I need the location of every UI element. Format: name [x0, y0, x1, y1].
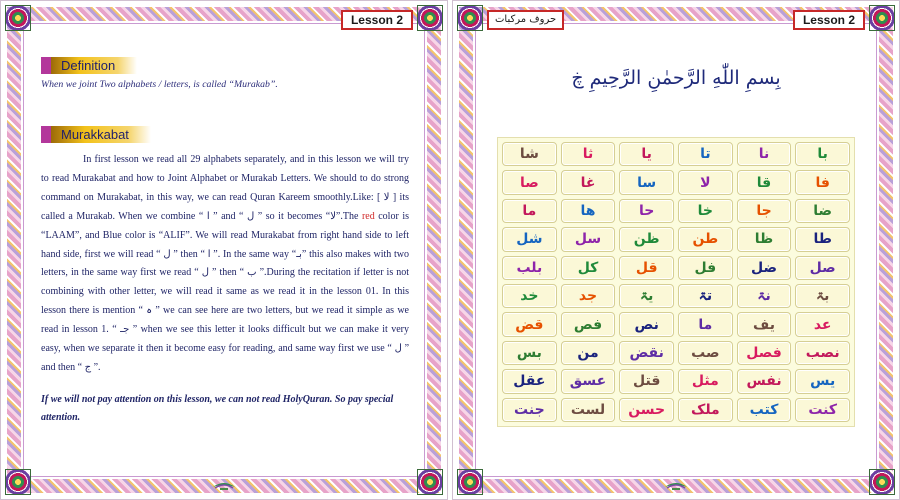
- letter-cell: نا: [737, 142, 792, 166]
- corner-ornament-icon: [869, 5, 895, 31]
- letter-cell: کل: [561, 256, 616, 280]
- letter-cell: بس: [502, 341, 557, 365]
- letter-cell: نصب: [795, 341, 850, 365]
- letter-cell: یۃ: [619, 284, 674, 308]
- murakkabat-grid: [497, 137, 855, 427]
- letter-cell: نقض: [619, 341, 674, 365]
- definition-heading: Definition: [41, 57, 137, 74]
- letter-cell: قا: [737, 170, 792, 194]
- letter-cell: جا: [737, 199, 792, 223]
- letter-cell: صب: [678, 341, 733, 365]
- letter-cell: لست: [561, 398, 616, 422]
- letter-cell: قل: [619, 256, 674, 280]
- letter-cell: لا: [678, 170, 733, 194]
- letter-cell: فص: [561, 312, 616, 336]
- letter-cell: حا: [619, 199, 674, 223]
- letter-cell: جد: [561, 284, 616, 308]
- letter-cell: خا: [678, 199, 733, 223]
- book-ornament-icon: [663, 477, 689, 491]
- lesson-badge: Lesson 2: [341, 10, 413, 30]
- letter-cell: یف: [737, 312, 792, 336]
- letter-cell: قتل: [619, 369, 674, 393]
- letter-cell: قض: [502, 312, 557, 336]
- letter-cell: شا: [502, 142, 557, 166]
- letter-cell: عد: [795, 312, 850, 336]
- letter-cell: غا: [561, 170, 616, 194]
- letter-cell: حسن: [619, 398, 674, 422]
- letter-cell: جنت: [502, 398, 557, 422]
- letter-cell: تا: [678, 142, 733, 166]
- letter-cell: يا: [619, 142, 674, 166]
- letter-cell: شل: [502, 227, 557, 251]
- letter-cell: ما: [502, 199, 557, 223]
- letter-cell: بلب: [502, 256, 557, 280]
- letter-cell: کتب: [737, 398, 792, 422]
- red-word: red: [361, 210, 375, 222]
- corner-ornament-icon: [457, 5, 483, 31]
- letter-cell: با: [795, 142, 850, 166]
- letter-cell: ظن: [619, 227, 674, 251]
- letter-cell: ضا: [795, 199, 850, 223]
- letter-cell: نص: [619, 312, 674, 336]
- letter-cell: نفس: [737, 369, 792, 393]
- corner-ornament-icon: [417, 5, 443, 31]
- corner-ornament-icon: [869, 469, 895, 495]
- letter-cell: ظا: [737, 227, 792, 251]
- definition-text: When we joint Two alphabets / letters, is called “Murakab”.: [41, 79, 278, 90]
- letter-cell: مثل: [678, 369, 733, 393]
- letter-cell: کنت: [795, 398, 850, 422]
- closing-note: If we will not pay attention on this lesson, we can not read HolyQuran. So pay special attention.: [41, 393, 394, 423]
- left-page: [0, 0, 448, 500]
- lesson-badge: Lesson 2: [793, 10, 865, 30]
- letter-cell: من: [561, 341, 616, 365]
- letter-cell: خد: [502, 284, 557, 308]
- letter-cell: طا: [795, 227, 850, 251]
- letter-cell: فا: [795, 170, 850, 194]
- letter-cell: ملک: [678, 398, 733, 422]
- letter-cell: ها: [561, 199, 616, 223]
- letter-cell: فصل: [737, 341, 792, 365]
- letter-cell: ضل: [737, 256, 792, 280]
- letter-cell: نۃ: [737, 284, 792, 308]
- letter-cell: صل: [795, 256, 850, 280]
- letter-cell: عسق: [561, 369, 616, 393]
- murakkabat-heading: Murakkabat: [41, 126, 151, 143]
- urdu-title-badge: حروف مرکبات: [487, 10, 564, 30]
- right-page: [452, 0, 900, 500]
- corner-ornament-icon: [457, 469, 483, 495]
- letter-cell: تۃ: [678, 284, 733, 308]
- letter-cell: بۃ: [795, 284, 850, 308]
- corner-ornament-icon: [5, 5, 31, 31]
- letter-cell: صا: [502, 170, 557, 194]
- lesson-content: [41, 55, 409, 427]
- book-ornament-icon: [211, 477, 237, 491]
- letter-cell: سا: [619, 170, 674, 194]
- letter-cell: طن: [678, 227, 733, 251]
- corner-ornament-icon: [5, 469, 31, 495]
- murakkabat-paragraph: In first lesson we read all 29 alphabets separately, and in this lesson we will try to read Murakabat and how to Joint Alphabet or Murakab Letters. We should to do strong command on Murakabat, in this way, we can read Quran Kareem smoothly.Like: [ لا ] its called a Murakab. When we combine “ ا ” and “ ل ” so it becomes “لا”.The red color is “LAAM”, and Blue color is “ALIF”. We will read Murakabat from right hand side to left hand side, first we will read “ ل ” then “ ا ”. In the same way “بـ” this also makes with two letters, in the same way first we read “ ل ” then “ ب ”.During the recitation if letter is not combining with other letter, we will read it same as we read it in the lesson 01. In this lesson there is mention “ ہ ” we can see here are two letters, but we read it simple as we read in lesson 1. “ جـ ” when we see this letter it looks difficult but we can make it very easy, when we separate it then it become easy for reading, and same way first we use “ ل ” and then “ ج ”.: [41, 154, 410, 373]
- letter-cell: ما: [678, 312, 733, 336]
- letter-cell: یس: [795, 369, 850, 393]
- corner-ornament-icon: [417, 469, 443, 495]
- letter-cell: عقل: [502, 369, 557, 393]
- basmala: بِسمِ اللّٰهِ الرَّحمٰنِ الرَّحِيمِ ڿ: [571, 67, 781, 89]
- letter-cell: ثا: [561, 142, 616, 166]
- letter-cell: سل: [561, 227, 616, 251]
- letter-cell: فل: [678, 256, 733, 280]
